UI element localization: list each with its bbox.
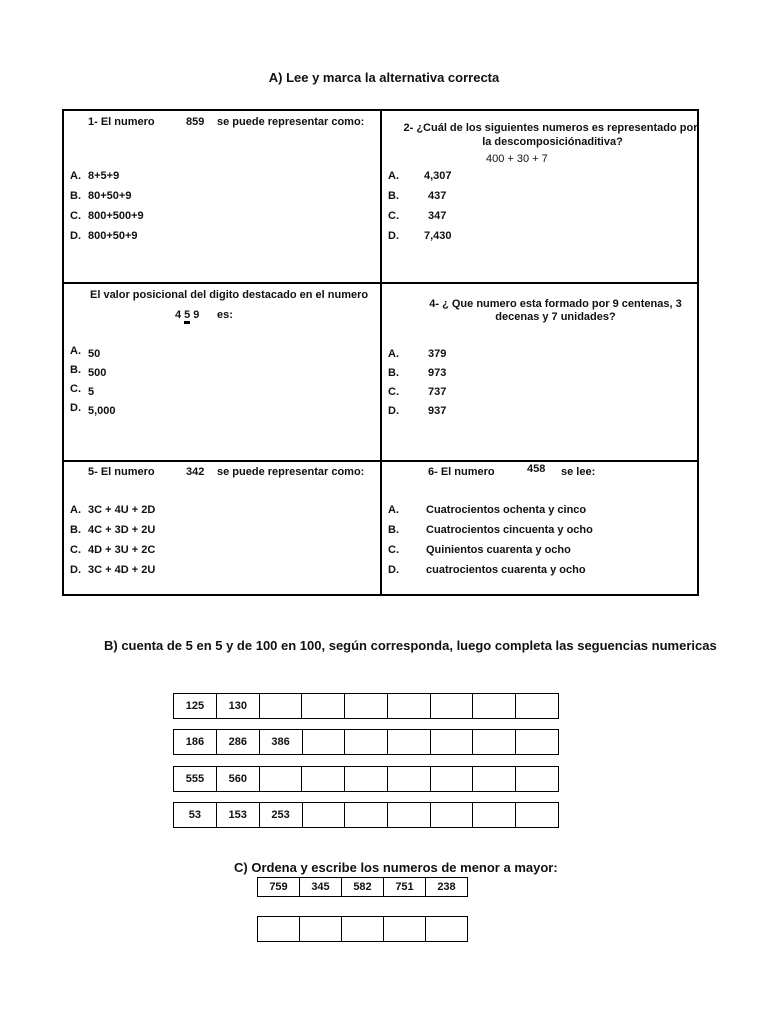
option-letter: B. bbox=[70, 190, 81, 202]
sequence-cell: 560 bbox=[216, 767, 259, 792]
answer-blank[interactable] bbox=[342, 917, 384, 942]
question-2-expression: 400 + 30 + 7 bbox=[486, 153, 548, 165]
option-letter: C. bbox=[388, 386, 399, 398]
option-text: 5,000 bbox=[88, 405, 116, 417]
question-1-number: 859 bbox=[186, 116, 205, 128]
option-text: 4C + 3D + 2U bbox=[88, 524, 156, 536]
question-3-line1: El valor posicional del digito destacado en el numero bbox=[90, 289, 369, 301]
option-text: 4,307 bbox=[424, 170, 452, 182]
option-letter: B. bbox=[70, 364, 81, 376]
questions-grid bbox=[62, 109, 699, 596]
question-3-suffix: es: bbox=[217, 309, 233, 321]
sequence-cell: 386 bbox=[259, 730, 302, 755]
sequence-blank[interactable] bbox=[388, 730, 431, 755]
question-5-prefix: 5- El numero bbox=[88, 466, 155, 478]
sequence-blank[interactable] bbox=[387, 803, 430, 828]
option-text: Cuatrocientos ochenta y cinco bbox=[426, 504, 587, 516]
sequence-blank[interactable] bbox=[473, 767, 516, 792]
question-6-suffix: se lee: bbox=[561, 466, 596, 478]
sequence-blank[interactable] bbox=[302, 730, 345, 755]
sequence-cell: 253 bbox=[259, 803, 302, 828]
sequence-blank[interactable] bbox=[430, 803, 473, 828]
question-3 bbox=[64, 284, 380, 460]
question-2 bbox=[382, 111, 699, 282]
digit-tens-highlighted: 5 bbox=[184, 309, 190, 324]
option-letter: A. bbox=[70, 170, 81, 182]
sequence-blank[interactable] bbox=[302, 694, 345, 719]
section-b-title: B) cuenta de 5 en 5 y de 100 en 100, según corresponda, luego completa las seguencias numericas bbox=[104, 638, 717, 653]
option-letter: D. bbox=[70, 564, 81, 576]
section-a-title: A) Lee y marca la alternativa correcta bbox=[268, 70, 500, 85]
option-text: 4D + 3U + 2C bbox=[88, 544, 156, 556]
question-5 bbox=[64, 462, 380, 596]
question-1 bbox=[64, 111, 380, 282]
option-letter: A. bbox=[388, 348, 399, 360]
sequence-blank[interactable] bbox=[259, 694, 302, 719]
option-text: 3C + 4U + 2D bbox=[88, 504, 156, 516]
option-letter: C. bbox=[70, 544, 81, 556]
question-1-suffix: se puede representar como: bbox=[217, 116, 365, 128]
option-letter: C. bbox=[388, 544, 399, 556]
question-3-number bbox=[175, 309, 199, 324]
question-6-prefix: 6- El numero bbox=[428, 466, 495, 478]
sequence-blank[interactable] bbox=[345, 694, 388, 719]
option-text: 8+5+9 bbox=[88, 170, 120, 182]
option-text: 973 bbox=[428, 367, 447, 379]
option-text: Quinientos cuarenta y ocho bbox=[426, 544, 571, 556]
option-text: 347 bbox=[428, 210, 447, 222]
sequence-cell: 555 bbox=[174, 767, 217, 792]
sequence-cell: 286 bbox=[216, 730, 259, 755]
ordered-answer-row bbox=[257, 916, 468, 942]
sequence-cell: 53 bbox=[174, 803, 217, 828]
option-text: cuatrocientos cuarenta y ocho bbox=[426, 564, 586, 576]
digit-units: 9 bbox=[193, 309, 200, 321]
sequence-blank[interactable] bbox=[473, 694, 516, 719]
option-letter: B. bbox=[388, 524, 399, 536]
option-letter: B. bbox=[70, 524, 81, 536]
sequence-blank[interactable] bbox=[430, 694, 473, 719]
answer-blank[interactable] bbox=[300, 917, 342, 942]
answer-blank[interactable] bbox=[384, 917, 426, 942]
question-4-line2: decenas y 7 unidades? bbox=[495, 311, 616, 323]
answer-blank[interactable] bbox=[258, 917, 300, 942]
sequence-cell: 153 bbox=[216, 803, 259, 828]
option-letter: A. bbox=[70, 345, 81, 357]
sequence-blank[interactable] bbox=[430, 730, 473, 755]
sequence-blank[interactable] bbox=[345, 767, 388, 792]
option-letter: A. bbox=[388, 170, 399, 182]
sequence-row-3 bbox=[173, 766, 559, 792]
number-cell: 345 bbox=[300, 878, 342, 897]
option-letter: D. bbox=[388, 230, 399, 242]
sequence-blank[interactable] bbox=[473, 730, 516, 755]
option-letter: A. bbox=[70, 504, 81, 516]
numbers-to-order bbox=[257, 877, 468, 897]
question-4 bbox=[382, 284, 699, 460]
option-letter: D. bbox=[388, 405, 399, 417]
sequence-blank[interactable] bbox=[473, 803, 516, 828]
sequence-blank[interactable] bbox=[516, 767, 559, 792]
option-text: Cuatrocientos cincuenta y ocho bbox=[426, 524, 593, 536]
option-text: 937 bbox=[428, 405, 447, 417]
sequence-blank[interactable] bbox=[302, 767, 345, 792]
answer-blank[interactable] bbox=[426, 917, 468, 942]
sequence-row-2 bbox=[173, 729, 559, 755]
option-text: 379 bbox=[428, 348, 447, 360]
option-letter: A. bbox=[388, 504, 399, 516]
option-text: 800+500+9 bbox=[88, 210, 144, 222]
option-letter: B. bbox=[388, 190, 399, 202]
question-2-line1: 2- ¿Cuál de los siguientes numeros es representado por bbox=[403, 122, 698, 134]
option-text: 737 bbox=[428, 386, 447, 398]
sequence-cell: 186 bbox=[174, 730, 217, 755]
sequence-blank[interactable] bbox=[387, 694, 430, 719]
sequence-blank[interactable] bbox=[345, 730, 388, 755]
option-text: 800+50+9 bbox=[88, 230, 138, 242]
number-cell: 582 bbox=[342, 878, 384, 897]
question-6 bbox=[382, 462, 699, 596]
option-text: 437 bbox=[428, 190, 447, 202]
question-4-line1: 4- ¿ Que numero esta formado por 9 centenas, 3 bbox=[429, 298, 682, 310]
option-letter: C. bbox=[388, 210, 399, 222]
sequence-blank[interactable] bbox=[259, 767, 302, 792]
sequence-row-1 bbox=[173, 693, 559, 719]
option-text: 500 bbox=[88, 367, 107, 379]
option-letter: D. bbox=[70, 230, 81, 242]
sequence-blank[interactable] bbox=[387, 767, 430, 792]
option-text: 3C + 4D + 2U bbox=[88, 564, 156, 576]
sequence-blank[interactable] bbox=[430, 767, 473, 792]
sequence-blank[interactable] bbox=[516, 803, 559, 828]
question-1-prefix: 1- El numero bbox=[88, 116, 155, 128]
sequence-blank[interactable] bbox=[516, 694, 559, 719]
sequence-row-4 bbox=[173, 802, 559, 828]
question-6-number: 458 bbox=[527, 463, 546, 475]
digit-hundreds: 4 bbox=[175, 309, 182, 321]
question-5-suffix: se puede representar como: bbox=[217, 466, 365, 478]
sequence-blank[interactable] bbox=[302, 803, 345, 828]
option-text: 5 bbox=[88, 386, 95, 398]
sequence-blank[interactable] bbox=[516, 730, 559, 755]
sequence-cell: 125 bbox=[174, 694, 217, 719]
option-letter: B. bbox=[388, 367, 399, 379]
section-c-title: C) Ordena y escribe los numeros de menor a mayor: bbox=[234, 860, 558, 875]
sequence-cell: 130 bbox=[216, 694, 259, 719]
option-text: 50 bbox=[88, 348, 101, 360]
number-cell: 751 bbox=[384, 878, 426, 897]
option-letter: C. bbox=[70, 383, 81, 395]
sequence-blank[interactable] bbox=[345, 803, 388, 828]
number-cell: 759 bbox=[258, 878, 300, 897]
number-cell: 238 bbox=[426, 878, 468, 897]
option-letter: C. bbox=[70, 210, 81, 222]
option-text: 80+50+9 bbox=[88, 190, 132, 202]
question-2-line2: la descomposiciónaditiva? bbox=[482, 136, 623, 148]
option-text: 7,430 bbox=[424, 230, 452, 242]
question-5-number: 342 bbox=[186, 466, 205, 478]
option-letter: D. bbox=[388, 564, 399, 576]
option-letter: D. bbox=[70, 402, 81, 414]
